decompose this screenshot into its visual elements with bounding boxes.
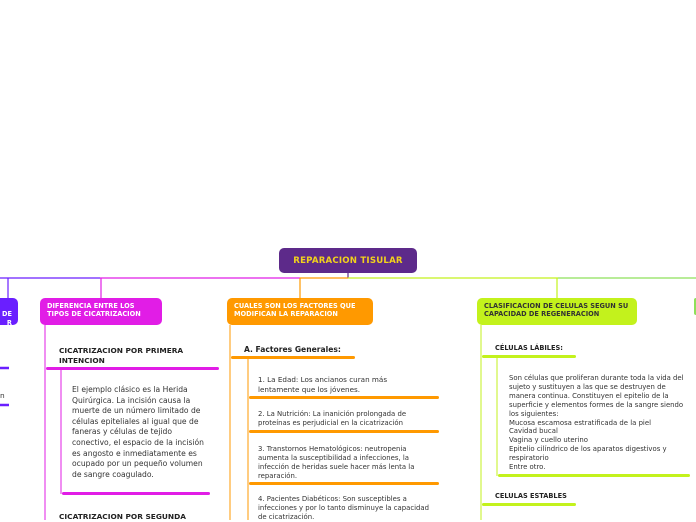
factor-item-3[interactable]: 3. Transtornos Hematológicos: neutropenia aumenta la susceptibilidad a infecciones, la infección de heridas suele hacer más lenta la reparación. (258, 445, 415, 480)
branch-factores[interactable] (227, 298, 373, 325)
root-node[interactable] (279, 248, 417, 273)
labiles-text-underline (498, 474, 690, 477)
branch-factores-label: CUALES SON LOS FACTORES QUE MODIFICAN LA REPARACION (234, 302, 356, 319)
branch-left-partial-label: DE R (2, 310, 12, 327)
labiles-title[interactable]: CÉLULAS LÁBILES: (495, 344, 563, 352)
factores-generales-title[interactable]: A. Factores Generales: (244, 345, 341, 354)
branch-diferencia-label: DIFERENCIA ENTRE LOS TIPOS DE CICATRIZACION (47, 302, 141, 319)
primera-intencion-text[interactable]: El ejemplo clásico es la Herida Quirúrgica. La incisión causa la muerte de un número limitado de células epiteliales al igual que de faneras y células de tejido conectivo, el espacio de la incisión es angosto e inmediatamente es ocupado por un pequeño volumen de sangre coagulado. (72, 385, 204, 479)
factor-item-3-underline (249, 482, 439, 485)
left-fragment-text: n (0, 391, 5, 400)
segunda-intencion-title[interactable]: CICATRIZACION POR SEGUNDA (59, 512, 186, 521)
labiles-text[interactable]: Son células que proliferan durante toda la vida del sujeto y sustituyen a las que se destruyen de manera continua. Constituyen el epitelio de la superficie y elementos formes de la sangre siendo los siguientes: Mucosa escamosa estratificada de la piel Cavidad bucal Vagina y cuello uterino Epitelio cilíndrico de los aparatos digestivos y respiratorio Entre otro. (509, 374, 684, 472)
factor-item-4[interactable]: 4. Pacientes Diabéticos: Son susceptibles a infecciones y por lo tanto disminuye la capacidad de cicatrización. (258, 495, 429, 521)
branch-left-partial[interactable] (0, 298, 18, 325)
estables-underline (482, 503, 576, 506)
branch-clasificacion[interactable] (477, 298, 637, 325)
primera-intencion-title[interactable]: CICATRIZACION POR PRIMERA INTENCION (59, 346, 184, 365)
factor-item-1[interactable]: 1. La Edad: Los ancianos curan más lentamente que los jóvenes. (258, 375, 388, 394)
factor-item-1-underline (249, 396, 439, 399)
factores-generales-underline (231, 356, 355, 359)
branch-diferencia[interactable] (40, 298, 162, 325)
primera-intencion-underline (46, 367, 219, 370)
primera-intencion-text-underline (62, 492, 210, 495)
factor-item-2[interactable]: 2. La Nutrición: La inanición prolongada de proteínas es perjudicial en la cicatrización (258, 410, 407, 427)
labiles-underline (482, 355, 576, 358)
estables-title[interactable]: CELULAS ESTABLES (495, 492, 567, 500)
root-label: REPARACION TISULAR (293, 255, 403, 266)
factor-item-2-underline (249, 430, 439, 433)
branch-clasificacion-label: CLASIFICACION DE CELULAS SEGUN SU CAPACIDAD DE REGENERACION (484, 302, 629, 319)
